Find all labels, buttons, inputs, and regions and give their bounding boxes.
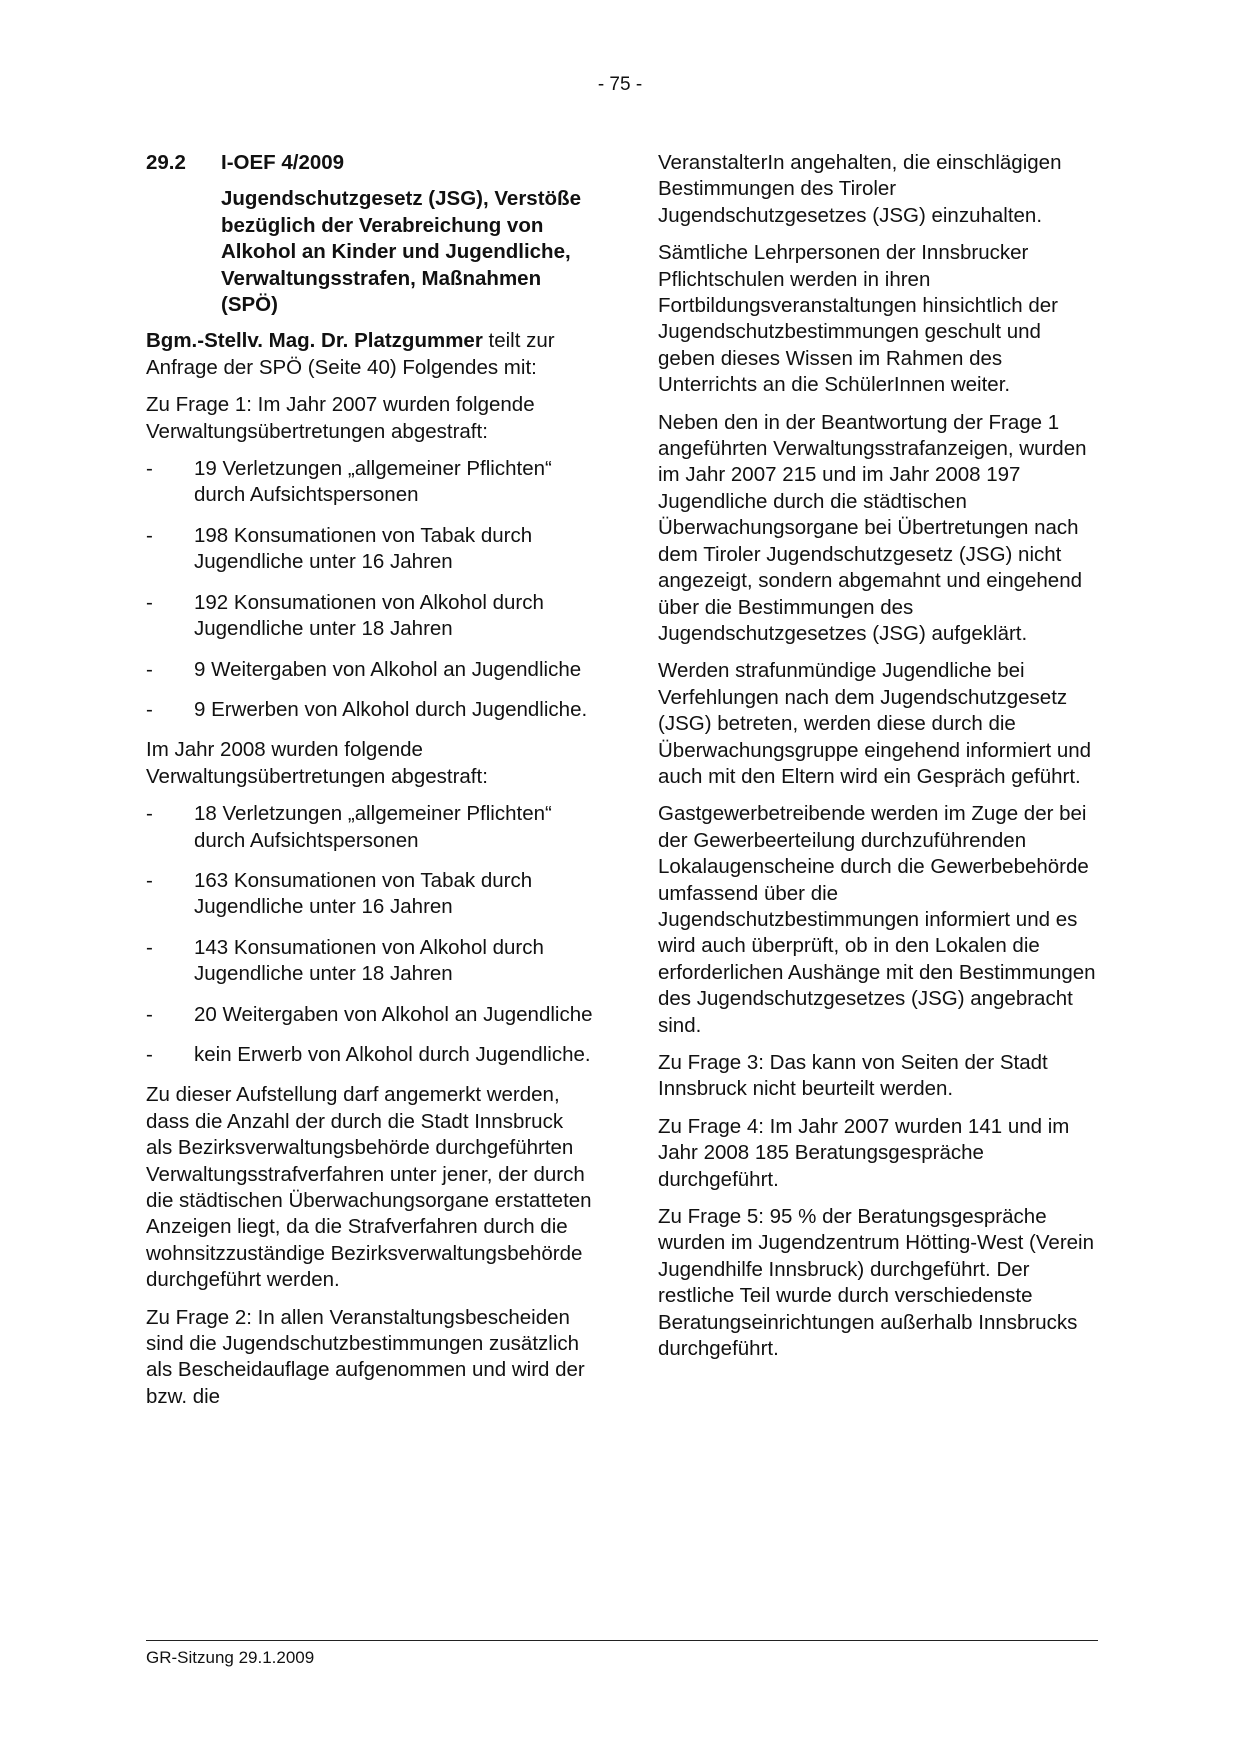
section-heading: [146, 150, 594, 176]
speaker-name: Bgm.-Stellv. Mag. Dr. Platzgummer: [146, 329, 483, 353]
paragraph: Zu Frage 5: 95 % der Beratungsgespräche wurden im Jugendzentrum Hötting-West (Verein Jugendhilfe Innsbruck) durchgeführt. Der restliche Teil wurde durch verschiedenste Beratungseinrichtungen außerhalb Innsbrucks durchgeführt.: [658, 1205, 1095, 1361]
paragraph: VeranstalterIn angehalten, die einschlägigen Bestimmungen des Tiroler Jugendschutzgesetzes (JSG) einzuhalten.: [658, 151, 1062, 227]
section-title: Jugendschutzgesetz (JSG), Verstöße bezüglich der Verabreichung von Alkohol an Kinder und Jugendliche, Verwaltungsstrafen, Maßnahmen (SPÖ): [221, 187, 581, 317]
list-item: - 192 Konsumationen von Alkohol durch Jugendliche unter 18 Jahren: [146, 590, 594, 643]
right-column: [658, 150, 1098, 1373]
list-marker: -: [146, 457, 153, 481]
paragraph: Zu Frage 3: Das kann von Seiten der Stadt Innsbruck nicht beurteilt werden.: [658, 1051, 1048, 1101]
list-item: - 198 Konsumationen von Tabak durch Jugendliche unter 16 Jahren: [146, 523, 594, 576]
list-2008: [146, 801, 594, 1068]
list-item: - 18 Verletzungen „allgemeiner Pflichten“ durch Aufsichtspersonen: [146, 801, 594, 854]
list-item: - 143 Konsumationen von Alkohol durch Jugendliche unter 18 Jahren: [146, 935, 594, 988]
left-column: [146, 150, 594, 1421]
paragraph: Zu Frage 2: In allen Veranstaltungsbescheiden sind die Jugendschutzbestimmungen zusätzlich als Bescheidauflage aufgenommen und wird der bzw. die: [146, 1305, 585, 1408]
paragraph: Werden strafunmündige Jugendliche bei Verfehlungen nach dem Jugendschutzgesetz (JSG) betreten, werden diese durch die Überwachungsgruppe eingehend informiert und auch mit den Eltern wird ein Gespräch geführt.: [658, 659, 1092, 788]
paragraph: Zu dieser Aufstellung darf angemerkt werden, dass die Anzahl der durch die Stadt Innsbruck als Bezirksverwaltungsbehörde durchgeführten Verwaltungsstrafverfahren unter jener, der durch die städtischen Überwachungsorgane erstatteten Anzeigen liegt, da die Strafverfahren durch die wohnsitzzuständige Bezirksverwaltungsbehörde durchgeführt werden.: [146, 1083, 592, 1292]
list-marker: -: [146, 868, 153, 892]
list-item: - 20 Weitergaben von Alkohol an Jugendliche: [146, 1002, 594, 1028]
paragraph: Neben den in der Beantwortung der Frage 1 angeführten Verwaltungsstrafanzeigen, wurden im Jahr 2007 215 und im Jahr 2008 197 Jugendliche durch die städtischen Überwachungsorgane bei Übertretungen nach dem Tiroler Jugendschutzgesetz (JSG) nicht angezeigt, sondern abgemahnt und eingehend über die Bestimmungen des Jugendschutzgesetzes (JSG) aufgeklärt.: [658, 410, 1087, 645]
list-item: - 9 Erwerben von Alkohol durch Jugendliche.: [146, 697, 594, 723]
list-item: - kein Erwerb von Alkohol durch Jugendliche.: [146, 1042, 594, 1068]
section-number: 29.2: [146, 151, 186, 174]
list-marker: -: [146, 802, 153, 826]
list-marker: -: [146, 590, 153, 614]
paragraph: Zu Frage 4: Im Jahr 2007 wurden 141 und im Jahr 2008 185 Beratungsgespräche durchgeführt.: [658, 1114, 1070, 1191]
list-marker: -: [146, 657, 153, 681]
footer-text: GR-Sitzung 29.1.2009: [146, 1648, 315, 1667]
q1-intro-2007: Zu Frage 1: Im Jahr 2007 wurden folgende Verwaltungsübertretungen abgestraft:: [146, 393, 535, 443]
list-item: - 9 Weitergaben von Alkohol an Jugendliche: [146, 657, 594, 683]
list-marker: -: [146, 523, 153, 547]
list-marker: -: [146, 1002, 153, 1026]
list-item: - 163 Konsumationen von Tabak durch Jugendliche unter 16 Jahren: [146, 868, 594, 921]
q1-intro-2008: Im Jahr 2008 wurden folgende Verwaltungsübertretungen abgestraft:: [146, 738, 488, 788]
page-number: - 75 -: [597, 74, 643, 95]
list-item: - 19 Verletzungen „allgemeiner Pflichten“ durch Aufsichtspersonen: [146, 456, 594, 509]
list-marker: -: [146, 697, 153, 721]
list-marker: -: [146, 935, 153, 959]
paragraph: Sämtliche Lehrpersonen der Innsbrucker Pflichtschulen werden in ihren Fortbildungsveranstaltungen hinsichtlich der Jugendschutzbestimmungen geschult und geben dieses Wissen im Rahmen des Unterrichts an die SchülerInnen weiter.: [658, 241, 1058, 397]
list-2007: [146, 456, 594, 723]
footer-divider: [146, 1640, 1098, 1641]
section-code: I-OEF 4/2009: [221, 151, 345, 174]
intro-text: teilt zur Anfrage der SPÖ (Seite 40) Folgendes mit:: [146, 329, 555, 379]
list-marker: -: [146, 1042, 153, 1066]
intro-paragraph: [146, 328, 594, 381]
paragraph: Gastgewerbetreibende werden im Zuge der bei der Gewerbeerteilung durchzuführenden Lokalaugenscheine durch die Gewerbebehörde umfassend über die Jugendschutzbestimmungen informiert und es wird auch überprüft, ob in den Lokalen die erforderlichen Aushänge mit den Bestimmungen des Jugendschutzgesetzes (JSG) angebracht sind.: [658, 802, 1096, 1037]
